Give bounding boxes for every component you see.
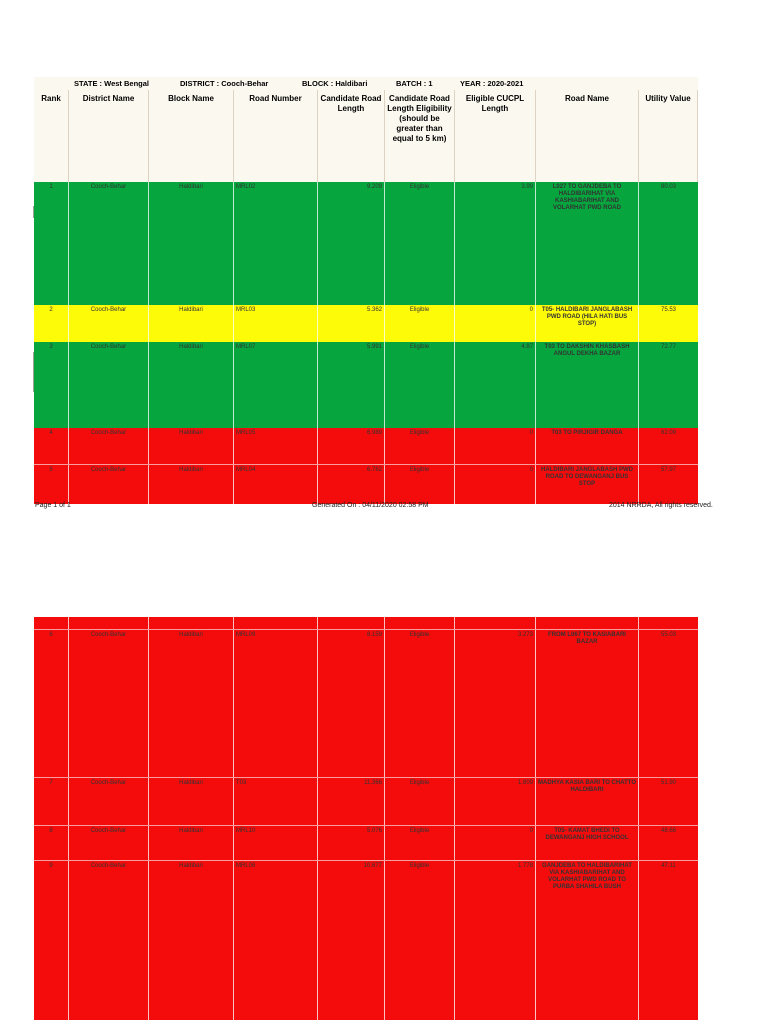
header-rank: Rank [34, 90, 69, 182]
eligibility-cell: Eligible [385, 630, 455, 777]
eligibility-cell: Eligible [385, 182, 455, 305]
cucpl-cell: 1.778 [455, 861, 536, 1020]
cucpl-cell: 3.273 [455, 630, 536, 777]
header-road-number: Road Number [234, 90, 318, 182]
length-cell: 8.159 [318, 630, 385, 777]
year-label: YEAR : 2020-2021 [460, 79, 524, 88]
district-cell: Cooch-Behar [69, 630, 149, 777]
district-cell: Cooch-Behar [69, 305, 149, 342]
road-name-cell: L027 TO GANJDEBA TO HALDIBARIHAT VIA KASHIABARIHAT AND VOLARHAT PWD ROAD [536, 182, 639, 305]
utility-cell: 75.53 [660, 307, 676, 313]
road-number-cell: MRL09 [234, 630, 318, 777]
block-cell: Haldibari [149, 778, 234, 825]
rank-cell: 6 [34, 630, 69, 777]
cucpl-cell: 0 [455, 826, 536, 860]
batch-label: BATCH : 1 [396, 79, 433, 88]
blank-cell [536, 617, 639, 629]
length-cell: 6.989 [318, 428, 385, 464]
length-cell: 5.076 [318, 826, 385, 860]
road-name-cell: T03 TO DAKSHIN KHASBASH ANGUL DEKHA BAZAR [536, 342, 639, 428]
length-cell: 10.677 [318, 861, 385, 1020]
length-cell: 6.762 [318, 465, 385, 504]
report-title-line [34, 77, 698, 91]
table-row [34, 629, 698, 777]
block-cell: Haldibari [149, 305, 234, 342]
road-name-cell: T05- KAMAT BHEDI TO DEWANGANJ HIGH SCHOOL [536, 826, 639, 860]
header-road-name: Road Name [536, 90, 639, 182]
length-cell: 5.991 [318, 342, 385, 428]
cucpl-cell: 1.809 [455, 778, 536, 825]
cucpl-cell: 0 [455, 465, 536, 504]
blank-cell [234, 617, 318, 629]
table-row [34, 777, 698, 825]
eligibility-cell: Eligible [385, 465, 455, 504]
report-table-page-1 [34, 77, 698, 487]
table-row [34, 825, 698, 860]
utility-cell: 57.97 [660, 467, 676, 473]
length-cell: 11.366 [318, 778, 385, 825]
blank-cell [455, 617, 536, 629]
utility-cell: 48.66 [660, 828, 676, 834]
block-cell: Haldibari [149, 342, 234, 428]
eligibility-cell: Eligible [385, 342, 455, 428]
road-number-cell: MRL06 [234, 861, 318, 1020]
table-row [34, 464, 698, 504]
road-number-cell: MRL05 [234, 428, 318, 464]
district-cell: Cooch-Behar [69, 465, 149, 504]
district-cell: Cooch-Behar [69, 182, 149, 305]
header-utility-value: Utility Value [639, 90, 698, 182]
road-number-cell: MRL02 [234, 182, 318, 305]
length-cell: 5.362 [318, 305, 385, 342]
road-name-cell: FROM L067 TO KASIABARI BAZAR [536, 630, 639, 777]
report-table-page-2 [34, 617, 698, 1020]
block-cell: Haldibari [149, 465, 234, 504]
utility-cell: 72.77 [660, 344, 676, 350]
rank-cell: 8 [34, 826, 69, 860]
district-label: DISTRICT : Cooch-Behar [180, 79, 269, 88]
table-header-row [34, 90, 698, 183]
utility-cell: 47.11 [661, 863, 676, 869]
table-row [34, 182, 698, 305]
table-row [34, 342, 698, 428]
road-name-cell: T05- HALDIBARI JANGLABASH PWD ROAD (HILA HATI BUS STOP) [536, 305, 639, 342]
header-candidate-road-length: Candidate Road Length [318, 90, 385, 182]
block-cell: Haldibari [149, 826, 234, 860]
block-label: BLOCK : Haldibari [302, 79, 368, 88]
page-number: Page 1 of 1 [35, 502, 71, 509]
block-cell: Haldibari [149, 861, 234, 1020]
blank-cell [149, 617, 234, 629]
utility-cell: 55.03 [660, 632, 676, 638]
header-eligibility: Candidate Road Length Eligibility (should be greater than equal to 5 km) [385, 90, 455, 182]
district-cell: Cooch-Behar [69, 778, 149, 825]
cucpl-cell: 0 [455, 428, 536, 464]
road-name-cell: HALDIBARI JANGLABASH PWD ROAD TO DEWANGANJ BUS STOP [536, 465, 639, 504]
district-cell: Cooch-Behar [69, 826, 149, 860]
state-label: STATE : West Bengal [74, 79, 150, 88]
utility-cell: 62.09 [660, 430, 676, 436]
rank-cell: 1 [34, 182, 69, 305]
road-number-cell: MRL10 [234, 826, 318, 860]
blank-cell [34, 617, 69, 629]
rank-cell: 5 [34, 465, 69, 504]
road-number-cell: MRL04 [234, 465, 318, 504]
utility-cell: 51.90 [660, 780, 676, 786]
district-cell: Cooch-Behar [69, 428, 149, 464]
district-cell: Cooch-Behar [69, 342, 149, 428]
rank-cell: 2 [34, 305, 69, 342]
district-cell: Cooch-Behar [69, 861, 149, 1020]
eligibility-cell: Eligible [385, 826, 455, 860]
rank-cell: 7 [34, 778, 69, 825]
cucpl-cell: 4.87 [455, 342, 536, 428]
eligibility-cell: Eligible [385, 305, 455, 342]
table-row [34, 428, 698, 464]
eligibility-cell: Eligible [385, 778, 455, 825]
road-number-cell: MRL07 [234, 342, 318, 428]
eligibility-cell: Eligible [385, 861, 455, 1020]
blank-cell [385, 617, 455, 629]
header-block-name: Block Name [149, 90, 234, 182]
block-cell: Haldibari [149, 630, 234, 777]
block-cell: Haldibari [149, 428, 234, 464]
generated-on: Generated On : 04/11/2020 02:58 PM [312, 502, 429, 509]
block-cell: Haldibari [149, 182, 234, 305]
road-name-cell: T03 TO PIRJIGIR DANGA [536, 428, 639, 464]
road-name-cell: MADHYA KASIA BARI TO CHATTO HALDIBARI [536, 778, 639, 825]
road-number-cell: MRL03 [234, 305, 318, 342]
eligibility-cell: Eligible [385, 428, 455, 464]
header-eligible-cucpl: Eligible CUCPL Length [455, 90, 536, 182]
copyright: 2014 NRRDA, All rights reserved. [609, 502, 713, 509]
length-cell: 9.209 [318, 182, 385, 305]
table-row [34, 860, 698, 1020]
blank-cell [639, 617, 698, 629]
road-name-cell: GANJDEBA TO HALDIBARIHAT VIA KASHIABARIHAT AND VOLARHAT PWD ROAD TO PURBA SHAHILA BUSH [536, 861, 639, 1020]
table-row [34, 305, 698, 342]
cucpl-cell: 3.99 [455, 182, 536, 305]
blank-cell [69, 617, 149, 629]
rank-cell: 4 [34, 428, 69, 464]
header-district-name: District Name [69, 90, 149, 182]
utility-cell: 80.03 [660, 184, 676, 190]
cucpl-cell: 0 [455, 305, 536, 342]
blank-cell [318, 617, 385, 629]
rank-cell: 9 [34, 861, 69, 1020]
road-number-cell: T03 [234, 778, 318, 825]
table-row-continuation [34, 617, 698, 629]
rank-cell: 3 [34, 342, 69, 428]
